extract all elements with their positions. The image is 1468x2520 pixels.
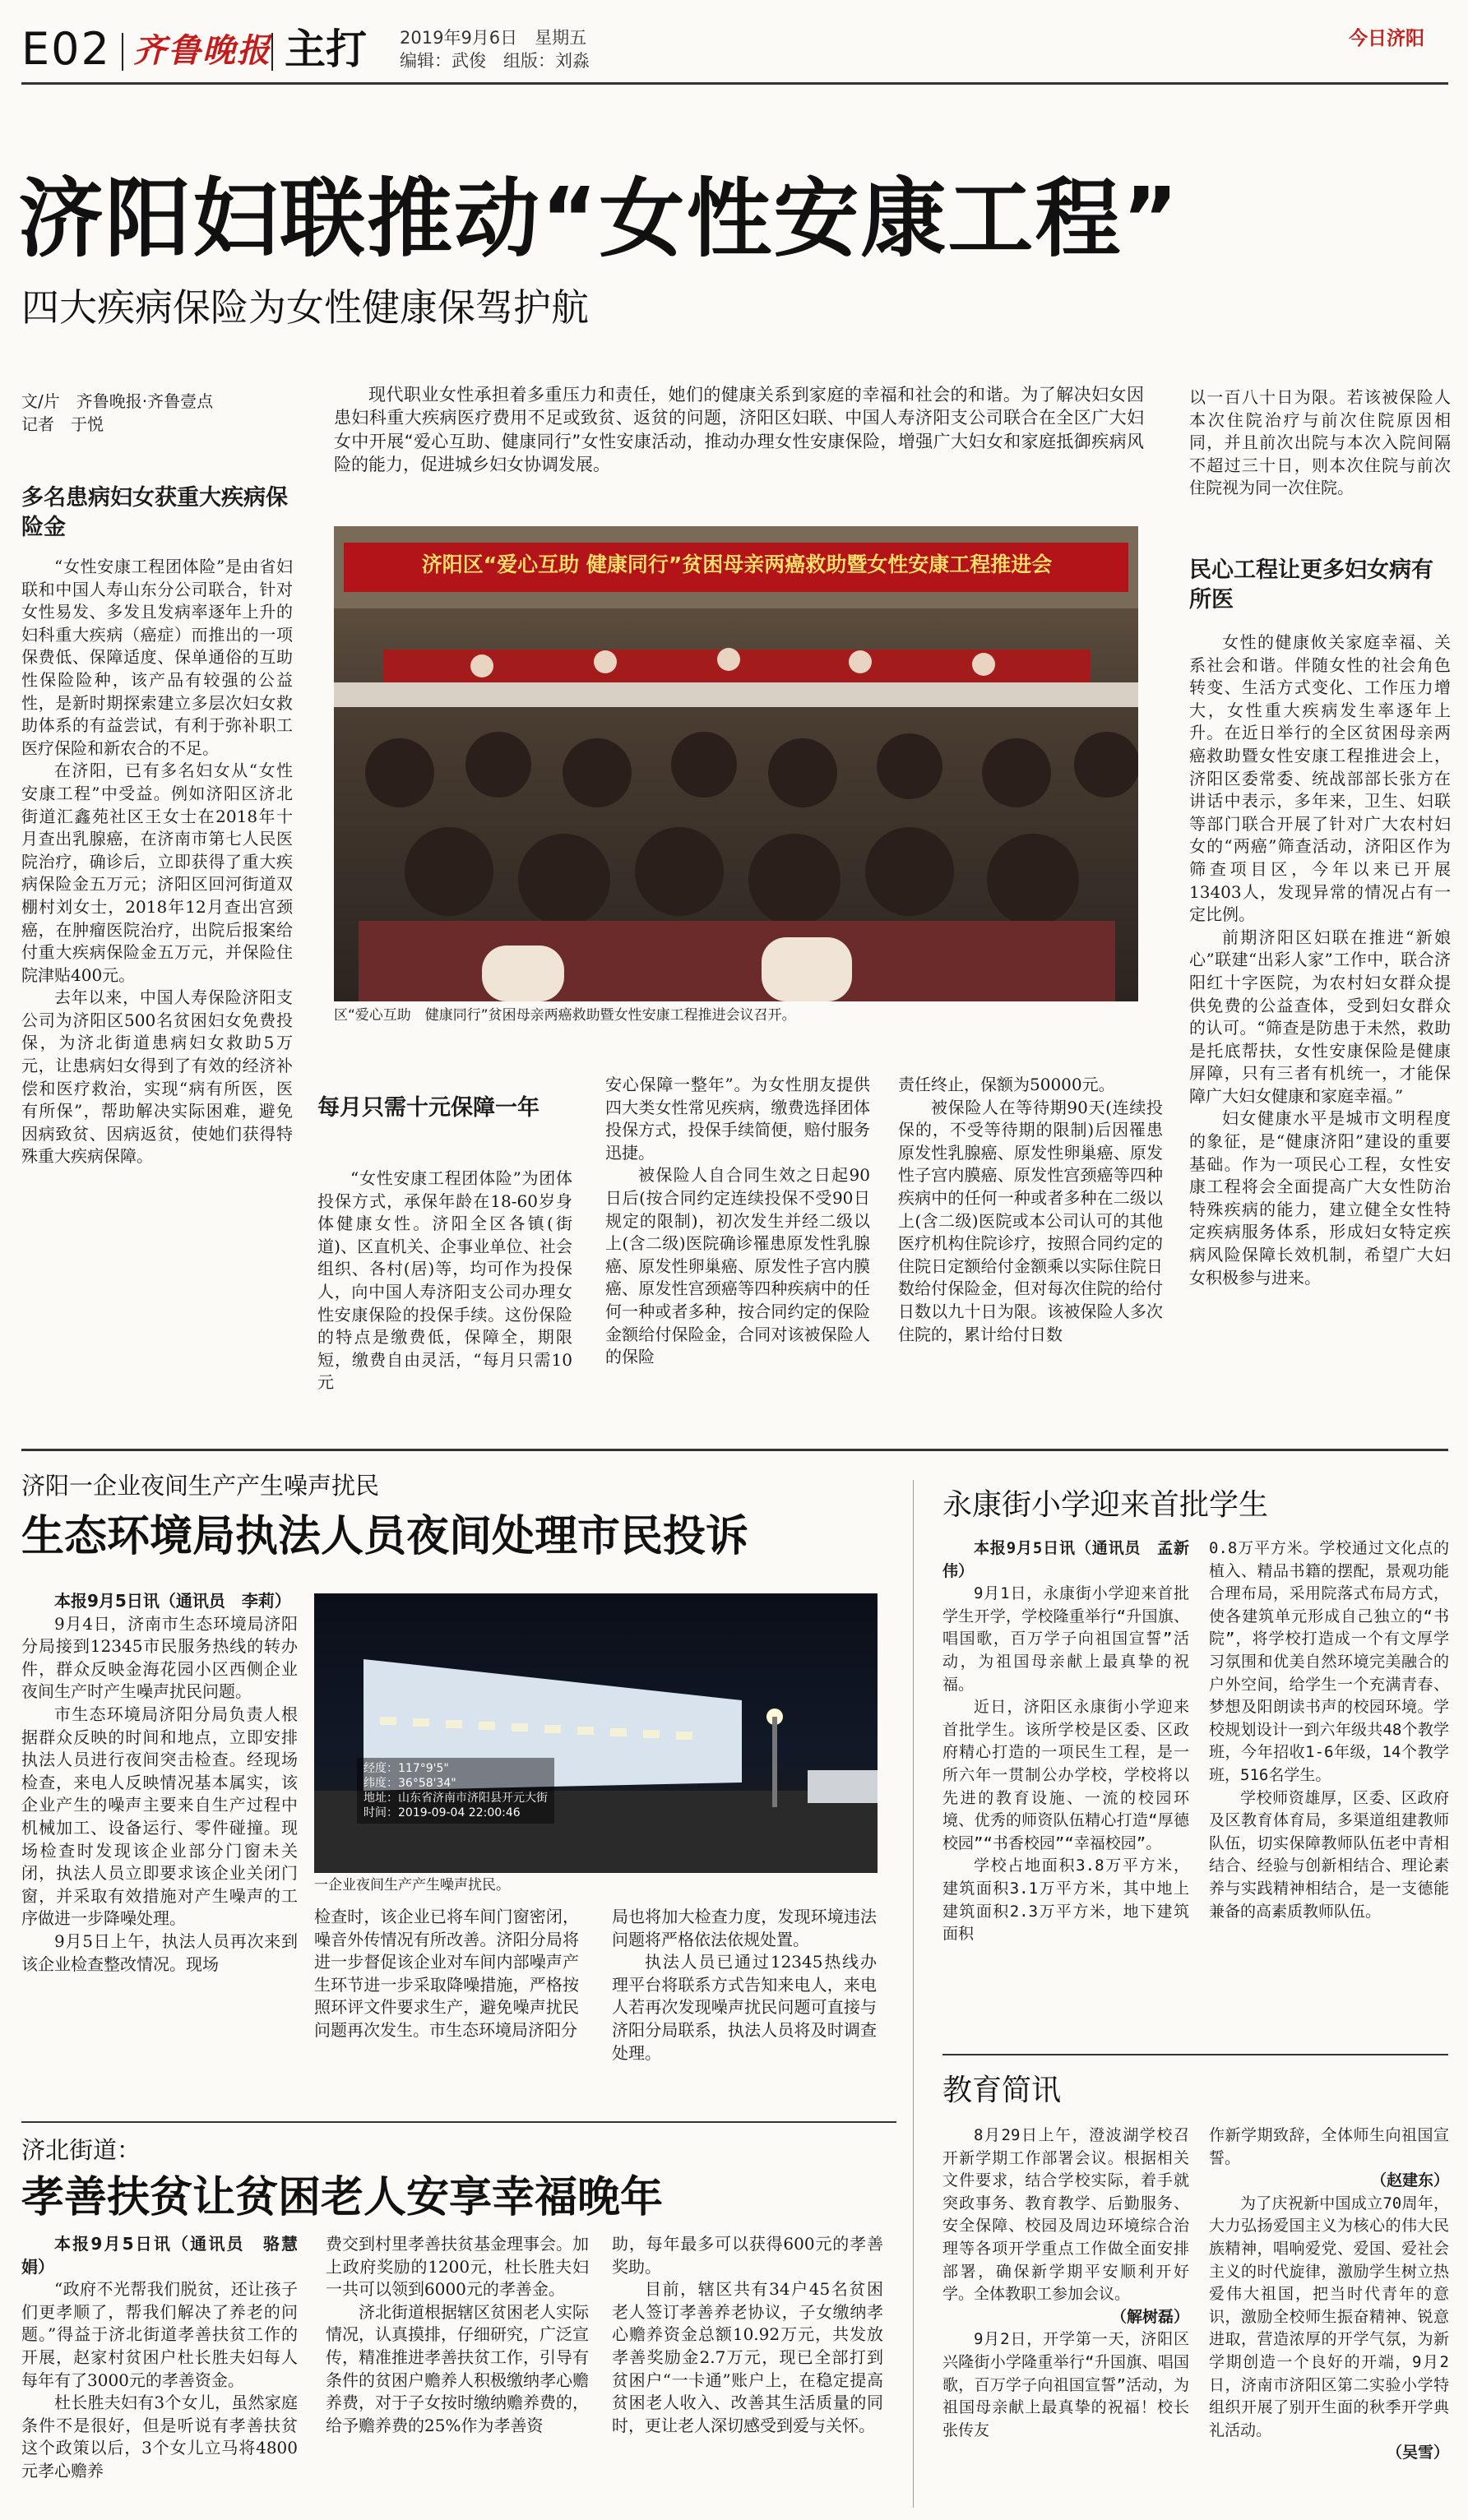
paragraph: 杜长胜夫妇有3个女儿，虽然家庭条件不是很好，但是听说有孝善扶贫这个政策以后，3个女儿立马将4800元孝心赡养 — [21, 2393, 298, 2481]
paragraph: 学校占地面积3.8万平方米，建筑面积3.1万平方米，其中地上建筑面积2.3万平方米，地下建筑面积 — [942, 1856, 1189, 1944]
edition-label: 今日济阳 — [1349, 28, 1424, 49]
lead-reporter: 记者 于悦 — [21, 414, 104, 434]
paragraph: “女性安康工程团体险”是由省妇联和中国人寿山东分公司联合，针对女性易发、多发且发病率逐年上升的妇科重大疾病（癌症）而推出的一项保费低、保障适度、保单通俗的互助性保险险种，该产品有较强的公益性，是新时期探索建立多层次妇女救助体系的有益尝试，有利于弥补职工医疗保险和新农合的不足。 — [21, 557, 293, 758]
lead-intro: 现代职业女性承担着多重压力和责任，她们的健康关系到家庭的幸福和社会的和谐。为了解决妇女因患妇科重大疾病医疗费用不足或致贫、返贫的问题，济阳区妇联、中国人寿济阳支公司联合在全区广大妇女中开展“爱心互助、健康同行”女性安康活动，推动办理女性安康保险，增强广大妇女和家庭抵御疾病风险的能力，促进城乡妇女协调发展。 — [334, 385, 1144, 475]
paragraph: 9月2日，开学第一天，济阳区兴隆街小学隆重举行“升国旗、唱国歌，百万学子向祖国宣誓”活动，为祖国母亲献上最真挚的祝福！校长张传友 — [942, 2330, 1189, 2439]
paragraph: “女性安康工程团体险”为团体投保方式，承保年龄在18-60岁身体健康女性。济阳全区各镇(街道)、区直机关、企事业单位、社会组织、各村(居)等，均可作为投保人，向中国人寿济阳支公司办理女性安康保险的投保手续。这份保险的特点是缴费低，保障全，期限短，缴费自由灵活，“每月只需10元 — [317, 1168, 572, 1393]
photo-overlay — [357, 1758, 554, 1824]
paragraph: 8月29日上午，澄波湖学校召开新学期工作部署会议。根据相关文件要求，结合学校实际，着手就突政事务、教育教学、后勤服务、安全保障、校园及周边环境综合治理等各项开学重点工作做全面安排部署，确保新学期平安顺利开好学。全体教职工参加会议。 — [942, 2126, 1189, 2304]
story3-headline: 孝善扶贫让贫困老人安享幸福晚年 — [21, 2173, 664, 2222]
paragraph: 助，每年最多可以获得600元的孝善奖助。 — [612, 2234, 883, 2277]
paragraph: 作新学期致辞，全体师生向祖国宣誓。 — [1209, 2126, 1449, 2167]
paragraph: 局也将加大检查力度，发现环境违法问题将严格依法依规处置。 — [612, 1907, 877, 1949]
story3-dateline: 本报9月5日讯（通讯员 骆慧娟） — [21, 2234, 298, 2277]
paragraph: 前期济阳区妇联在推进“新娘心”联建“出彩人家”工作中，联合济阳红十字医院，为农村妇女群众提供免费的公益查体，受到妇女群众的认可。“筛查是防患于未然，救助是托底帮扶，女性安康保险是健康屏障，只有三者有机统一，才能保障广大妇女健康和家庭幸福。” — [1189, 927, 1451, 1106]
section-rule-1 — [21, 1449, 1448, 1451]
photo-overlay-line: 地址：山东省济南市济阳县开元大街 — [364, 1792, 548, 1805]
paragraph: 为了庆祝新中国成立70周年，大力弘扬爱国主义为核心的伟大民族精神，唱响爱党、爱国、爱社会主义的时代旋律，激励学生树立热爱伟大祖国，把当时代青年的意识，激励全校师生振奋精神、锐意进取，营造浓厚的开学气氛，为新学期创造一个良好的开端，9月2日，济南市济阳区第二实验小学特组织开展了别开生面的秋季开学典礼活动。 — [1209, 2194, 1449, 2439]
story3-col-2 — [326, 2233, 589, 2509]
paragraph: 学校师资雄厚，区委、区政府及区教育体育局，多渠道组建教师队伍，切实保障教师队伍老中青相结合、经验与创新相结合、理论素养与实践精神相结合，是一支德能兼备的高素质教师队伍。 — [1209, 1788, 1449, 1921]
paragraph: 妇女健康水平是城市文明程度的象征，是“健康济阳”建设的重要基础。作为一项民心工程，女性安康工程将会全面提高广大女性防治特殊疾病的能力，建立健全女性特定疾病服务体系，形成妇女特定疾病风险保障长效机制，希望广大妇女积极参与进来。 — [1189, 1108, 1451, 1288]
story3-col-3 — [612, 2233, 883, 2509]
lead-col-1 — [21, 556, 293, 1422]
story4-col-2 — [1209, 1537, 1449, 2041]
paragraph: 在济阳，已有多名妇女从“女性安康工程”中受益。例如济阳区济北街道汇鑫苑社区王女士在2018年十月查出乳腺癌，在济南市第七人民医院治疗，确诊后，立即获得了重大疾病保险金五万元；济阳区回河街道双棚村刘女士，2018年12月查出宫颈癌，在肿瘤医院治疗，出院后报案给付重大疾病保险金五万元，并保险住院津贴400元。 — [21, 761, 293, 985]
story3-kicker: 济北街道： — [21, 2136, 141, 2164]
page-number: E02 — [21, 23, 111, 75]
story5-headline: 教育简讯 — [942, 2074, 1062, 2107]
paragraph: 被保险人在等待期90天(连续投保的，不受等待期的限制)后因罹患原发性乳腺癌、原发性卵巢癌、原发性子宫内膜癌、原发性宫颈癌等四种疾病中的任何一种或者多种在二级以上(含二级)医院或本公司认可的其他医疗机构住院诊疗，按照合同约定的住院日定额给付金额乘以实际住院日数给付保险金，但对每次住院的给付日数以九十日为限。该被保险人多次住院的，累计给付日数 — [898, 1097, 1163, 1344]
story4-headline: 永康街小学迎来首批学生 — [942, 1488, 1269, 1522]
paper-logo: 齐鲁晚报 — [133, 31, 271, 70]
masthead-divider — [122, 33, 123, 71]
lead-photo — [334, 526, 1138, 1001]
lead-headline: 济阳妇联推动“女性安康工程” — [18, 169, 1180, 269]
lead-photo-caption: 区“爱心互助 健康同行”贫困母亲两癌救助暨女性安康工程推进会议召开。 — [334, 1007, 796, 1024]
story2-dateline: 本报9月5日讯（通讯员 李莉） — [54, 1591, 291, 1611]
paragraph: 9月5日上午，执法人员再次来到该企业检查整改情况。现场 — [21, 1930, 298, 1974]
meeting-scene-graphic — [334, 526, 1138, 1001]
section-rule-2 — [21, 2121, 896, 2123]
story4-dateline: 本报9月5日讯（通讯员 孟新伟） — [942, 1539, 1189, 1580]
story2-photo-caption: 一企业夜间生产产生噪声扰民。 — [314, 1877, 510, 1893]
night-factory-graphic — [314, 1593, 878, 1873]
byline: （吴雪） — [1386, 2444, 1449, 2462]
paragraph: 费交到村里孝善扶贫基金理事会。加上政府奖励的1200元，杜长胜夫妇一共可以领到6000元的孝善金。 — [326, 2234, 589, 2300]
story2-photo — [314, 1593, 878, 1873]
paragraph: 济北街道根据辖区贫困老人实际情况，认真摸排，仔细研究，广泛宣传，精准推进孝善扶贫工作，引导有条件的贫困户赡养人积极缴纳孝心赡养费，对于子女按时缴纳赡养费的，给予赡养费的25%作为孝善资 — [326, 2301, 589, 2435]
paragraph: 9月4日，济南市生态环境局济阳分局接到12345市民服务热线的转办件，群众反映金海花园小区西侧企业夜间生产时产生噪声扰民问题。 — [21, 1613, 298, 1702]
masthead-divider-2 — [271, 33, 273, 71]
paragraph: 执法人员已通过12345热线办理平台将联系方式告知来电人，来电人若再次发现噪声扰民问题可直接与济阳分局联系，执法人员将及时调查处理。 — [612, 1952, 877, 2063]
paragraph: 以一百八十日为限。若该被保险人本次住院治疗与前次住院原因相同，并且前次出院与本次入院间隔不超过三十日，则本次住院与前次住院视为同一次住院。 — [1189, 387, 1451, 498]
photo-overlay-line: 时间：2019-09-04 22:00:46 — [364, 1806, 521, 1819]
photo-overlay-line: 纬度：36°58'34" — [364, 1777, 456, 1790]
paragraph: 目前，辖区共有34户45名贫困老人签订孝善养老协议，子女缴纳孝心赡养资金总额10.92万元，共发放孝善奖励金2.7万元，现已全部打到贫困户“一卡通”账户上，在稳定提高贫困老人收入、改善其生活质量的同时，更让老人深切感受到爱与关怀。 — [612, 2279, 883, 2435]
byline: （解树磊） — [1110, 2307, 1189, 2326]
paragraph: 近日，济阳区永康街小学迎来首批学生。该所学校是区委、区政府精心打造的一项民生工程，是一所六年一贯制公办学校，学校将以先进的教育设施、一流的校园环境、优秀的师资队伍精心打造“厚德校园”“书香校园”“幸福校园”。 — [942, 1698, 1189, 1852]
lead-subheadline: 四大疾病保险为女性健康保驾护航 — [21, 285, 589, 330]
masthead-rule — [21, 82, 1448, 85]
section-rule-3 — [942, 2054, 1448, 2055]
lead-col-6b — [1189, 631, 1451, 1424]
story2-col-3 — [612, 1906, 877, 2108]
paragraph: 女性的健康攸关家庭幸福、关系社会和谐。伴随女性的社会角色转变、生活方式变化、工作压力增大，女性重大疾病发生率逐年上升。在近日举行的全区贫困母亲两癌救助暨女性安康工程推进会上，济阳区委常委、统战部部长张方在讲话中表示，多年来，卫生、妇联等部门联合开展了针对广大农村妇女的“两癌”筛查活动，济阳区作为筛查项目区，今年以来已开展13403人，发现异常的情况占有一定比例。 — [1189, 632, 1451, 925]
paragraph: 被保险人自合同生效之日起90日后(按合同约定连续投保不受90日规定的限制)，初次发生并经二级以上(含二级)医院确诊罹患原发性乳腺癌、原发性卵巢癌、原发性子宫内膜癌、原发性宫颈癌等四种疾病中的任何一种或者多种，按合同约定的保险金额给付保险金，合同对该被保险人的保险 — [605, 1165, 870, 1367]
lead-col-5 — [898, 1074, 1163, 1424]
paragraph: 检查时，该企业已将车间门窗密闭，噪音外传情况有所改善。济阳分局将进一步督促该企业对车间内部噪声产生环节进一步采取降噪措施，严格按照环评文件要求生产，避免噪声扰民问题再次发生。市生态环境局济阳分 — [314, 1907, 579, 2040]
story2-headline: 生态环境局执法人员夜间处理市民投诉 — [21, 1512, 749, 1561]
paragraph: 市生态环境局济阳分局负责人根据群众反映的时间和地点，立即安排执法人员进行夜间突击检查。经现场检查，来电人反映情况基本属实，该企业产生的噪声主要来自生产过程中机械加工、设备运行、零件碰撞。现场检查时发现该企业部分门窗未关闭，执法人员立即要求该企业关闭门窗，并采取有效措施对产生噪声的工序做进一步降噪处理。 — [21, 1704, 298, 1929]
story5-col-2 — [1209, 2125, 1449, 2513]
lead-col-3 — [317, 1168, 572, 1424]
story3-col-1 — [21, 2233, 298, 2509]
byline: （赵建东） — [1370, 2171, 1449, 2190]
paragraph: 责任终止，保额为50000元。 — [898, 1075, 1115, 1094]
story4-col-1 — [942, 1537, 1189, 2041]
paragraph: 去年以来，中国人寿保险济阳支公司为济阳区500名贫困妇女免费投保，为济北街道患病妇女救助5万元，让患病妇女得到了有效的经济补偿和医疗救治，实现“病有所医，医有所保”，帮助解决实际困难，避免因病致贫、因病返贫，使她们获得特殊重大疾病保障。 — [21, 987, 293, 1167]
lead-col-6 — [1189, 386, 1451, 548]
story2-kicker: 济阳一企业夜间生产产生噪声扰民 — [21, 1472, 380, 1500]
column-divider — [913, 1480, 914, 2508]
paragraph: “政府不光帮我们脱贫，还让孩子们更孝顺了，帮我们解决了养老的问题。”得益于济北街道孝善扶贫工作的开展，赵家村贫困户杜长胜夫妇每人每年有了3000元的孝善资金。 — [21, 2279, 298, 2390]
lead-credit: 文/片 齐鲁晚报·齐鲁壹点 — [21, 391, 214, 411]
lead-subhead-3: 民心工程让更多妇女病有所医 — [1189, 557, 1433, 613]
story2-col-1 — [21, 1590, 298, 2108]
story5-col-1 — [942, 2125, 1189, 2513]
lead-subhead-2: 每月只需十元保障一年 — [317, 1095, 540, 1121]
paragraph: 9月1日，永康街小学迎来首批学生开学，学校隆重举行“升国旗、唱国歌，百万学子向祖国宣誓”活动，为祖国母亲献上最真挚的祝福。 — [942, 1584, 1189, 1694]
section-name: 主打 — [285, 25, 367, 73]
story2-col-2 — [314, 1906, 579, 2108]
lead-photo-banner-text: 济阳区“爱心互助 健康同行”贫困母亲两癌救助暨女性安康工程推进会 — [421, 553, 1053, 576]
lead-subhead-1: 多名患病妇女获重大疾病保险金 — [21, 485, 288, 540]
photo-overlay-line: 经度：117°9'5" — [364, 1762, 449, 1775]
lead-col-4 — [605, 1074, 870, 1424]
paragraph: 0.8万平方米。学校通过文化点的植入、精品书籍的摆配，景观功能合理布局，采用院落式布局方式，使各建筑单元形成自己独立的“书院”，将学校打造成一个有文厚学习氛围和优美自然环境完美融合的户外空间，给学生一个充满青春、梦想及阳朗读书声的校园环境。学校规划设计一到六年级共48个教学班，今年招收1-6年级，14个教学班，516名学生。 — [1209, 1539, 1449, 1784]
editors-line: 编辑：武俊 组版：刘淼 — [400, 51, 590, 71]
date-line: 2019年9月6日 星期五 — [400, 28, 587, 48]
paragraph: 安心保障一整年”。为女性朋友提供四大类女性常见疾病，缴费选择团体投保方式，投保手续简便，赔付服务迅捷。 — [605, 1075, 870, 1163]
